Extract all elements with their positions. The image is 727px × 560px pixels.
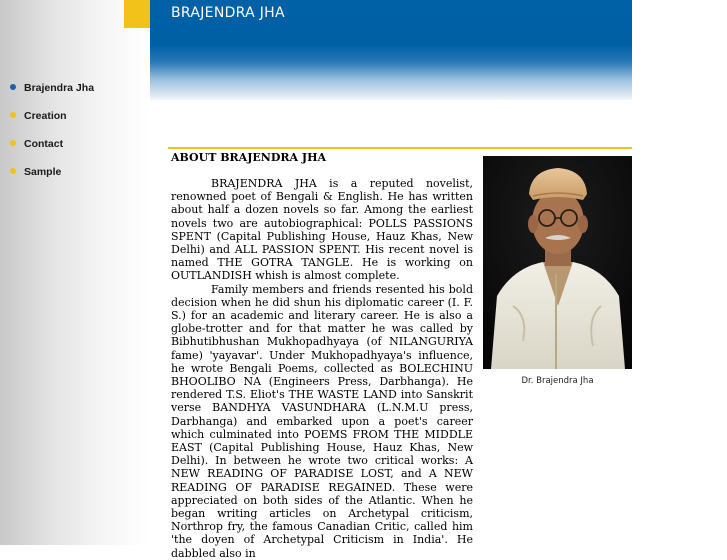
portrait-image [483, 156, 632, 369]
nav-item-label: Contact [24, 138, 64, 150]
author-photo [483, 156, 632, 369]
paragraph: BRAJENDRA JHA is a reputed novelist, renowned poet of Bengali & English. He has written about half a dozen novels so far. Among the earliest novels two are autobiographical: POLLS PASSIONS SPENT (Capital Publishing House, Hauz Khas, New Delhi) and ALL PASSION SPENT. His recent novel is named THE GOTRA TANGLE. He is working on OUTLANDISH whish is almost complete. [171, 177, 473, 283]
nav-item-brajendra-jha[interactable] [10, 82, 94, 96]
nav-item-label: Brajendra Jha [24, 82, 95, 94]
bullet-icon [10, 168, 16, 174]
nav-item-label: Sample [24, 166, 62, 178]
bullet-icon [10, 112, 16, 118]
bullet-icon [10, 84, 16, 90]
photo-caption: Dr. Brajendra Jha [521, 376, 594, 386]
page-heading: ABOUT BRAJENDRA JHA [171, 151, 327, 164]
nav-item-creation[interactable] [10, 110, 67, 124]
site-title: BRAJENDRA JHA [171, 5, 285, 21]
nav-item-label: Creation [24, 110, 67, 122]
header-accent-block [124, 0, 150, 28]
paragraph: Family members and friends resented his bold decision when he did shun his diplomatic career (I. F. S.) for an academic and literary career. He is also a globe-trotter and for that matter he was called by Bibhutibhushan Mukhopadhyaya (of NILANGURIYA fame) 'yayavar'. Under Mukhopadhyaya's influence, he wrote Bengali Poems, collected as BOLECHINU BHOOLIBO NA (Engineers Press, Darbhanga). He rendered T.S. Eliot's THE WASTE LAND into Sanskrit verse BANDHYA VASUNDHARA (L.N.M.U press, Darbhanga) and embarked upon a poet's career which culminated into POEMS FROM THE MIDDLE EAST (Capital Publishing House, Hauz Khas, New Delhi). In between he wrote two critical works: A NEW READING OF PARADISE LOST, and A NEW READING OF PARADISE REGAINED. These were appreciated on both sides of the Atlantic. When he began writing articles on Archetypal criticism, Northrop fry, the famous Canadian Critic, called him 'the doyen of Archetypal Criticism in India'. He dabbled also in [171, 282, 473, 560]
nav-item-sample[interactable] [10, 166, 61, 180]
nav-item-contact[interactable] [10, 138, 63, 152]
content-divider [168, 147, 632, 149]
about-text [171, 177, 473, 560]
bullet-icon [10, 140, 16, 146]
